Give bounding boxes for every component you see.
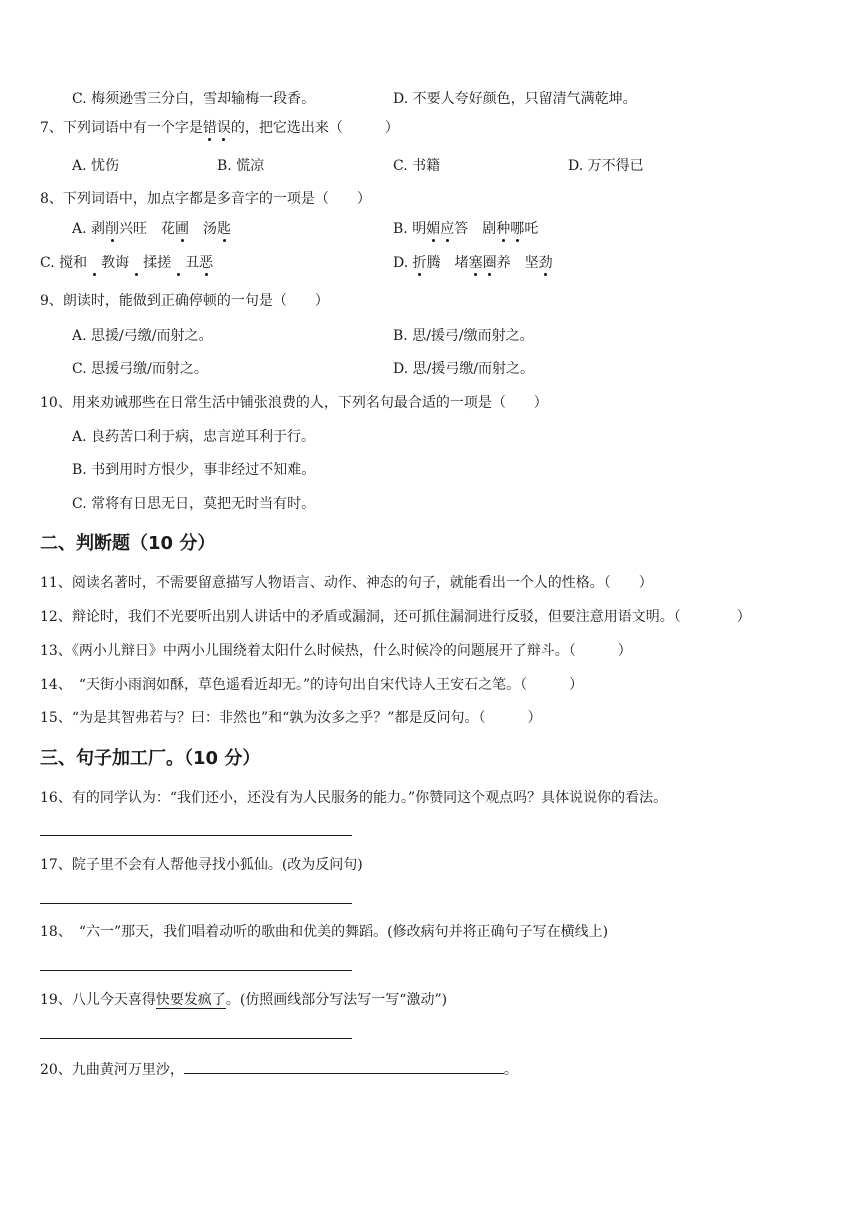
q9-option-b[interactable]: B. 思/援弓/缴而射之。 <box>393 328 534 344</box>
option-label: A. <box>72 221 87 237</box>
q7-dotted-char: 错 <box>202 120 217 136</box>
q6-option-c[interactable]: C. 梅须逊雪三分白，雪却输梅一段香。 <box>72 91 316 107</box>
q12-item[interactable]: 12、辩论时，我们不光要听出别人讲话中的矛盾或漏洞，还可抓住漏洞进行反驳，但要注意用语文明。（ ） <box>40 609 751 625</box>
q8-option-d[interactable] <box>393 253 553 273</box>
section-title-sentences: 三、句子加工厂。（10 分） <box>40 748 261 769</box>
q10-option-a[interactable]: A. 良药苦口利于病，忠言逆耳利于行。 <box>72 429 316 445</box>
q8-dotted-char: 和 教 <box>73 255 116 271</box>
q8-dotted-char: 应 <box>440 221 455 237</box>
q8-char: 剥 <box>91 221 106 237</box>
q8-dotted-char: 恶 <box>199 255 214 271</box>
q8-char: 答 剧 <box>454 221 497 237</box>
q20-stem <box>40 1059 518 1080</box>
q8-dotted-char: 削 <box>105 221 120 237</box>
q8-dotted-char: 诲 揉 <box>115 255 158 271</box>
option-label: D. <box>393 255 409 271</box>
q19-pre: 19、八儿今天喜得 <box>40 992 156 1008</box>
q8-dotted-char: 种 <box>496 221 511 237</box>
q7-option-a[interactable]: A. 忧伤 <box>72 158 120 174</box>
q14-item[interactable]: 14、 “天街小雨润如酥，草色遥看近却无。”的诗句出自宋代诗人王安石之笔。（ ） <box>40 677 584 693</box>
q13-item[interactable]: 13、《两小儿辩日》中两小儿围绕着太阳什么时候热，什么时候冷的问题展开了辩斗。（ ） <box>40 643 632 659</box>
q8-char: 汤 <box>189 221 218 237</box>
q10-option-c[interactable]: C. 常将有日思无日，莫把无时当有时。 <box>72 496 316 512</box>
q8-char: 养 坚 <box>496 255 539 271</box>
q17-stem: 17、院子里不会有人帮他寻找小狐仙。(改为反问句) <box>40 857 363 873</box>
q9-option-a[interactable]: A. 思援/弓缴/而射之。 <box>72 328 213 344</box>
q9-stem: 9、朗读时，能做到正确停顿的一句是（ ） <box>40 293 329 309</box>
q11-item[interactable]: 11、阅读名著时，不需要留意描写人物语言、动作、神态的句子，就能看出一个人的性格。（ ） <box>40 575 653 591</box>
q20-pre: 20、九曲黄河万里沙， <box>40 1062 184 1078</box>
q8-dotted-char: 劲 <box>538 255 553 271</box>
q8-dotted-char: 匙 <box>217 221 232 237</box>
q8-option-b[interactable] <box>393 219 538 239</box>
q9-option-c[interactable]: C. 思援弓缴/而射之。 <box>72 361 208 377</box>
q18-stem: 18、 “六一”那天，我们唱着动听的歌曲和优美的舞蹈。(修改病句并将正确句子写在横线上) <box>40 924 609 940</box>
q8-char: 吒 <box>524 221 539 237</box>
q8-dotted-char: 折 <box>412 255 427 271</box>
q8-dotted-char: 哪 <box>510 221 525 237</box>
q10-option-b[interactable]: B. 书到用时方恨少，事非经过不知难。 <box>72 462 316 478</box>
q8-char: 腾 堵 <box>426 255 469 271</box>
q19-post: 。(仿照画线部分写法写一写“激动”) <box>225 992 448 1008</box>
q8-dotted-char: 圃 <box>175 221 190 237</box>
q7-stem-pre: 7、下列词语中有一个字是 <box>40 120 203 136</box>
q15-item[interactable]: 15、“为是其智弗若与？曰：非然也”和“孰为汝多之乎？”都是反问句。（ ） <box>40 710 542 726</box>
q7-option-b[interactable]: B. 慌凉 <box>217 158 265 174</box>
q9-option-d[interactable]: D. 思/援弓缴/而射之。 <box>393 361 535 377</box>
q8-option-c[interactable] <box>40 253 213 273</box>
q10-stem: 10、用来劝诫那些在日常生活中铺张浪费的人，下列名句最合适的一项是（ ） <box>40 395 548 411</box>
option-label: C. <box>40 255 55 271</box>
q7-stem-post: 的，把它选出来（ ） <box>230 120 399 136</box>
q8-char: 明 <box>412 221 427 237</box>
q17-answer-line[interactable] <box>40 903 352 904</box>
q8-dotted-char: 媚 <box>426 221 441 237</box>
q16-answer-line[interactable] <box>40 835 352 836</box>
q7-option-c[interactable]: C. 书籍 <box>393 158 441 174</box>
q8-dotted-char: 圈 <box>482 255 497 271</box>
q6-option-d[interactable]: D. 不要人夸好颜色，只留清气满乾坤。 <box>393 91 637 107</box>
q7-stem <box>40 118 399 138</box>
q7-dotted-char: 误 <box>216 120 231 136</box>
q19-underlined-phrase: 快要发疯了 <box>155 992 226 1008</box>
q8-stem: 8、下列词语中，加点字都是多音字的一项是（ ） <box>40 191 371 207</box>
q8-dotted-char: 搓 丑 <box>157 255 200 271</box>
q16-stem: 16、有的同学认为：“我们还小，还没有为人民服务的能力。”你赞同这个观点吗？具体说说你的看法。 <box>40 790 668 806</box>
option-label: B. <box>393 221 408 237</box>
q18-answer-line[interactable] <box>40 970 352 971</box>
q19-answer-line[interactable] <box>40 1038 352 1039</box>
q8-char: 兴旺 花 <box>119 221 176 237</box>
section-title-judgment: 二、判断题（10 分） <box>40 533 216 554</box>
q8-dotted-char: 塞 <box>468 255 483 271</box>
q20-answer-blank[interactable] <box>184 1059 504 1074</box>
q8-option-a[interactable] <box>72 219 231 239</box>
q8-char: 搅 <box>59 255 74 271</box>
q19-stem <box>40 990 447 1010</box>
q7-option-d[interactable]: D. 万不得已 <box>568 158 644 174</box>
q20-post: 。 <box>503 1062 518 1078</box>
